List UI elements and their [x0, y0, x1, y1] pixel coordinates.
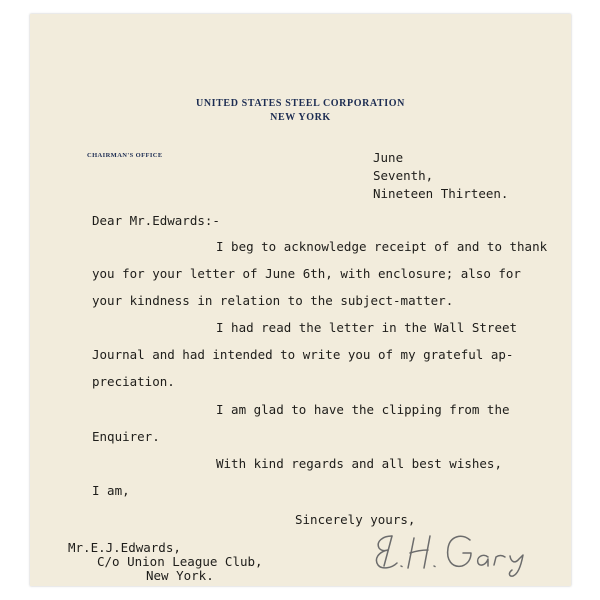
body-line: Journal and had intended to write you of my grateful ap- — [92, 347, 514, 362]
recipient-city: New York. — [146, 568, 214, 583]
letterhead-city: NEW YORK — [270, 112, 331, 123]
handwritten-signature — [370, 526, 545, 578]
letter-sheet — [30, 14, 571, 586]
body-line: preciation. — [92, 374, 175, 389]
letterhead-office: CHAIRMAN'S OFFICE — [87, 152, 163, 159]
salutation: Dear Mr.Edwards:- — [92, 213, 220, 228]
body-line: I beg to acknowledge receipt of and to thank — [216, 239, 548, 254]
body-line: With kind regards and all best wishes, — [216, 456, 502, 471]
body-line: I am glad to have the clipping from the — [216, 402, 510, 417]
body-line: you for your letter of June 6th, with enclosure; also for — [92, 266, 521, 281]
recipient-name: Mr.E.J.Edwards, — [68, 540, 181, 555]
body-line: I am, — [92, 483, 130, 498]
body-line: your kindness in relation to the subject-matter. — [92, 293, 454, 308]
body-line: I had read the letter in the Wall Street — [216, 320, 518, 335]
date-day: Seventh, — [373, 168, 434, 183]
closing: Sincerely yours, — [295, 512, 416, 527]
body-line: Enquirer. — [92, 429, 160, 444]
recipient-address: C/o Union League Club, — [97, 554, 263, 569]
letterhead-company: UNITED STATES STEEL CORPORATION — [196, 98, 405, 109]
date-year: Nineteen Thirteen. — [373, 186, 509, 201]
date-month: June — [373, 150, 404, 165]
